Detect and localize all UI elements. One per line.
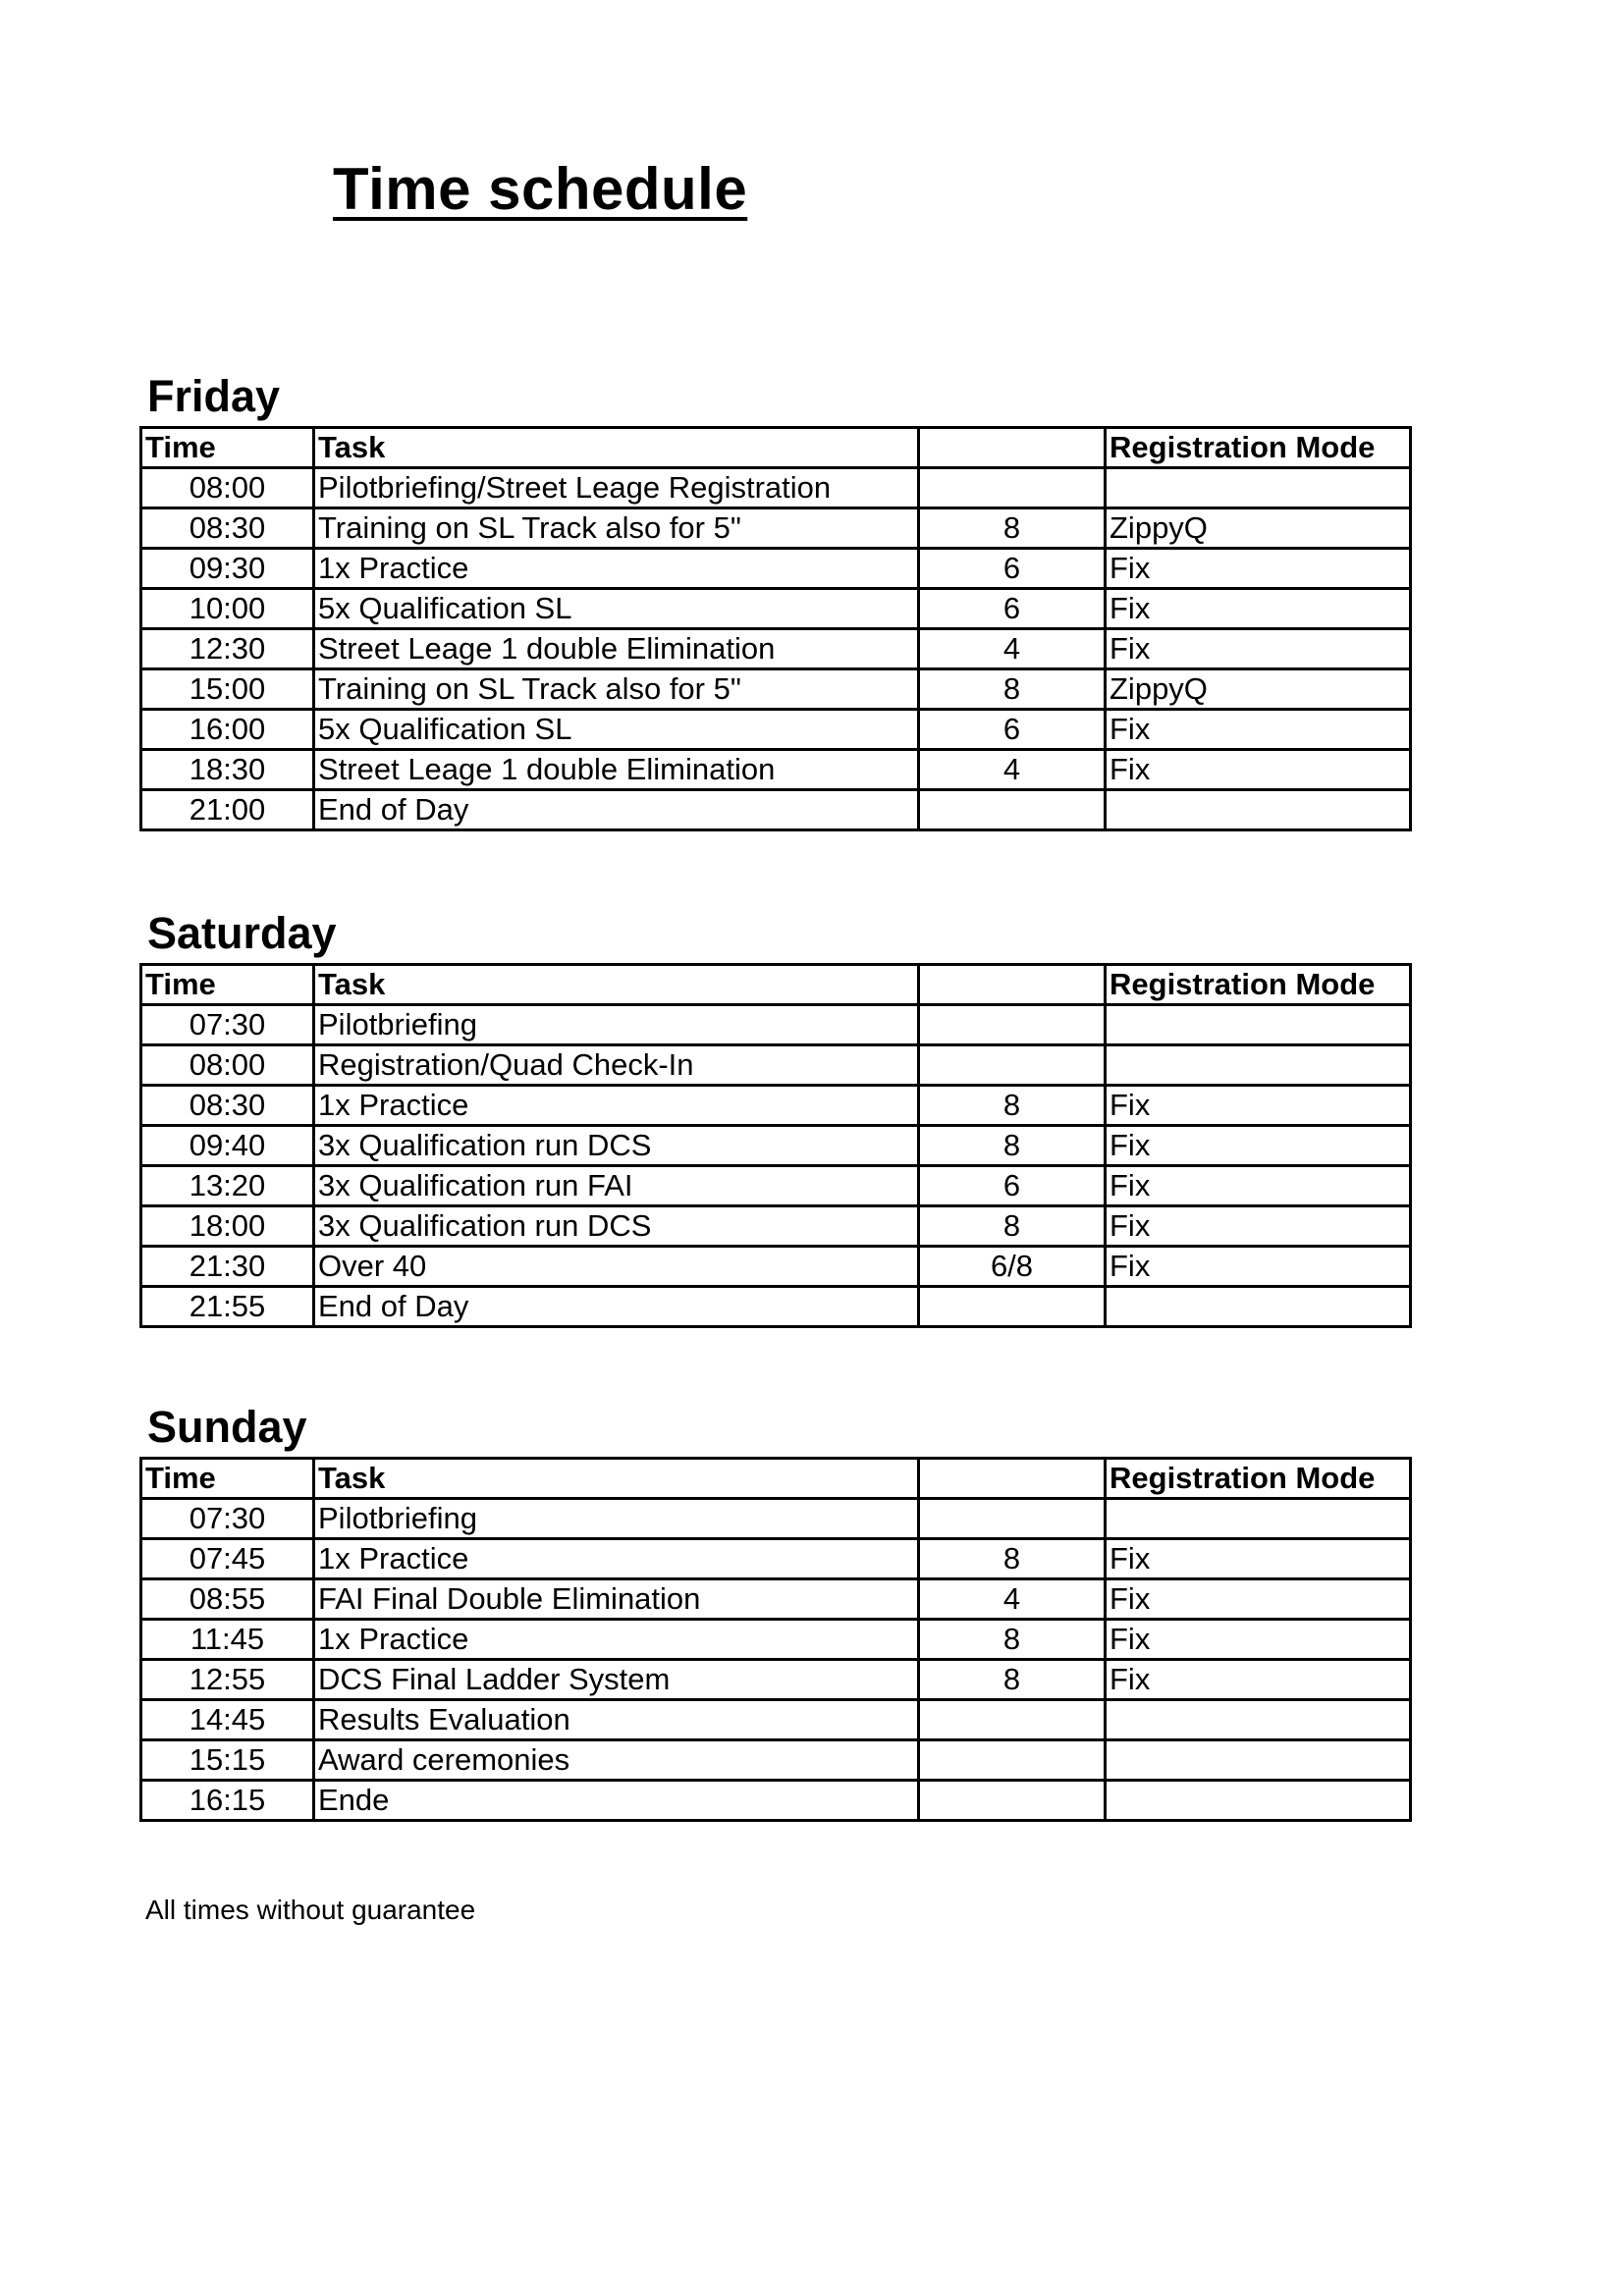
count-cell [919,468,1106,508]
task-cell: Street Leage 1 double Elimination [314,629,919,669]
mode-cell [1106,1287,1411,1327]
mode-cell [1106,1700,1411,1740]
table-row [141,1660,1411,1700]
time-cell: 08:55 [141,1579,314,1620]
task-header: Task [314,1459,919,1499]
mode-cell: ZippyQ [1106,669,1411,710]
mode-cell [1106,1740,1411,1781]
mode-header: Registration Mode [1106,428,1411,468]
table-row [141,1126,1411,1166]
task-cell: 1x Practice [314,549,919,589]
header-row [141,1459,1411,1499]
count-cell: 8 [919,1126,1106,1166]
time-cell: 16:00 [141,710,314,750]
count-cell: 6/8 [919,1247,1106,1287]
time-cell: 12:30 [141,629,314,669]
day-heading-friday: Friday [147,371,281,421]
count-cell: 8 [919,1660,1106,1700]
task-cell: Pilotbriefing/Street Leage Registration [314,468,919,508]
count-cell [919,1045,1106,1086]
task-cell: 1x Practice [314,1539,919,1579]
table-row [141,508,1411,549]
time-header: Time [141,965,314,1005]
time-cell: 07:45 [141,1539,314,1579]
table-row [141,1247,1411,1287]
mode-cell [1106,1781,1411,1821]
task-cell: Over 40 [314,1247,919,1287]
task-cell: Training on SL Track also for 5" [314,508,919,549]
table-row [141,1206,1411,1247]
table-row [141,1620,1411,1660]
task-cell: Pilotbriefing [314,1005,919,1045]
task-cell: End of Day [314,790,919,830]
mode-cell [1106,790,1411,830]
count-cell [919,1005,1106,1045]
time-cell: 15:15 [141,1740,314,1781]
mode-cell: Fix [1106,1579,1411,1620]
mode-cell: Fix [1106,1247,1411,1287]
count-cell: 8 [919,1206,1106,1247]
mode-cell: Fix [1106,1166,1411,1206]
table-row [141,1539,1411,1579]
task-cell: 3x Qualification run DCS [314,1206,919,1247]
table-row [141,468,1411,508]
mode-cell [1106,1005,1411,1045]
schedule-table-sunday [139,1457,1412,1822]
task-cell: Registration/Quad Check-In [314,1045,919,1086]
mode-header: Registration Mode [1106,1459,1411,1499]
count-cell: 4 [919,1579,1106,1620]
count-cell: 6 [919,589,1106,629]
mode-cell: Fix [1106,1539,1411,1579]
time-cell: 08:00 [141,1045,314,1086]
mode-cell [1106,468,1411,508]
task-cell: 1x Practice [314,1086,919,1126]
count-cell [919,1740,1106,1781]
task-cell: Results Evaluation [314,1700,919,1740]
time-cell: 18:30 [141,750,314,790]
time-cell: 11:45 [141,1620,314,1660]
time-cell: 16:15 [141,1781,314,1821]
table-body [141,468,1411,830]
mode-cell: Fix [1106,1206,1411,1247]
count-cell: 6 [919,1166,1106,1206]
count-cell: 6 [919,710,1106,750]
count-cell [919,1499,1106,1539]
footnote: All times without guarantee [145,1895,476,1925]
table-row [141,1740,1411,1781]
mode-header: Registration Mode [1106,965,1411,1005]
table-row [141,549,1411,589]
day-heading-sunday: Sunday [147,1402,307,1452]
table-row [141,1045,1411,1086]
table-row [141,1579,1411,1620]
count-cell [919,1700,1106,1740]
table-row [141,750,1411,790]
day-heading-saturday: Saturday [147,908,337,958]
count-header [919,1459,1106,1499]
mode-cell [1106,1499,1411,1539]
count-cell: 8 [919,508,1106,549]
task-cell: 3x Qualification run DCS [314,1126,919,1166]
header-row [141,428,1411,468]
table-row [141,629,1411,669]
task-cell: Training on SL Track also for 5" [314,669,919,710]
mode-cell [1106,1045,1411,1086]
time-cell: 08:30 [141,508,314,549]
time-header: Time [141,428,314,468]
time-cell: 07:30 [141,1005,314,1045]
count-header [919,965,1106,1005]
mode-cell: Fix [1106,1086,1411,1126]
time-header: Time [141,1459,314,1499]
time-cell: 10:00 [141,589,314,629]
table-body [141,1499,1411,1821]
task-cell: 5x Qualification SL [314,589,919,629]
task-cell: DCS Final Ladder System [314,1660,919,1700]
task-cell: End of Day [314,1287,919,1327]
task-cell: Pilotbriefing [314,1499,919,1539]
time-cell: 21:00 [141,790,314,830]
task-cell: Ende [314,1781,919,1821]
table-row [141,589,1411,629]
task-header: Task [314,965,919,1005]
table-row [141,1700,1411,1740]
count-cell [919,1781,1106,1821]
count-cell [919,1287,1106,1327]
time-cell: 07:30 [141,1499,314,1539]
mode-cell: Fix [1106,750,1411,790]
table-row [141,669,1411,710]
mode-cell: Fix [1106,589,1411,629]
time-cell: 18:00 [141,1206,314,1247]
table-row [141,790,1411,830]
task-cell: 5x Qualification SL [314,710,919,750]
count-cell: 8 [919,669,1106,710]
count-cell: 6 [919,549,1106,589]
count-cell [919,790,1106,830]
mode-cell: Fix [1106,710,1411,750]
table-row [141,1086,1411,1126]
time-cell: 15:00 [141,669,314,710]
time-cell: 08:00 [141,468,314,508]
time-cell: 14:45 [141,1700,314,1740]
time-cell: 21:30 [141,1247,314,1287]
mode-cell: Fix [1106,1620,1411,1660]
count-cell: 4 [919,750,1106,790]
page-title: Time schedule [333,156,748,222]
mode-cell: Fix [1106,549,1411,589]
mode-cell: ZippyQ [1106,508,1411,549]
count-cell: 4 [919,629,1106,669]
table-body [141,1005,1411,1327]
task-header: Task [314,428,919,468]
table-row [141,1781,1411,1821]
count-cell: 8 [919,1086,1106,1126]
schedule-table-saturday [139,963,1412,1328]
task-cell: Award ceremonies [314,1740,919,1781]
time-cell: 13:20 [141,1166,314,1206]
header-row [141,965,1411,1005]
table-row [141,1166,1411,1206]
task-cell: FAI Final Double Elimination [314,1579,919,1620]
time-cell: 08:30 [141,1086,314,1126]
count-header [919,428,1106,468]
task-cell: Street Leage 1 double Elimination [314,750,919,790]
mode-cell: Fix [1106,1126,1411,1166]
task-cell: 3x Qualification run FAI [314,1166,919,1206]
table-row [141,710,1411,750]
table-row [141,1499,1411,1539]
task-cell: 1x Practice [314,1620,919,1660]
table-row [141,1287,1411,1327]
mode-cell: Fix [1106,1660,1411,1700]
time-cell: 09:30 [141,549,314,589]
time-cell: 21:55 [141,1287,314,1327]
mode-cell: Fix [1106,629,1411,669]
count-cell: 8 [919,1539,1106,1579]
schedule-table-friday [139,426,1412,831]
count-cell: 8 [919,1620,1106,1660]
table-row [141,1005,1411,1045]
time-cell: 09:40 [141,1126,314,1166]
time-cell: 12:55 [141,1660,314,1700]
